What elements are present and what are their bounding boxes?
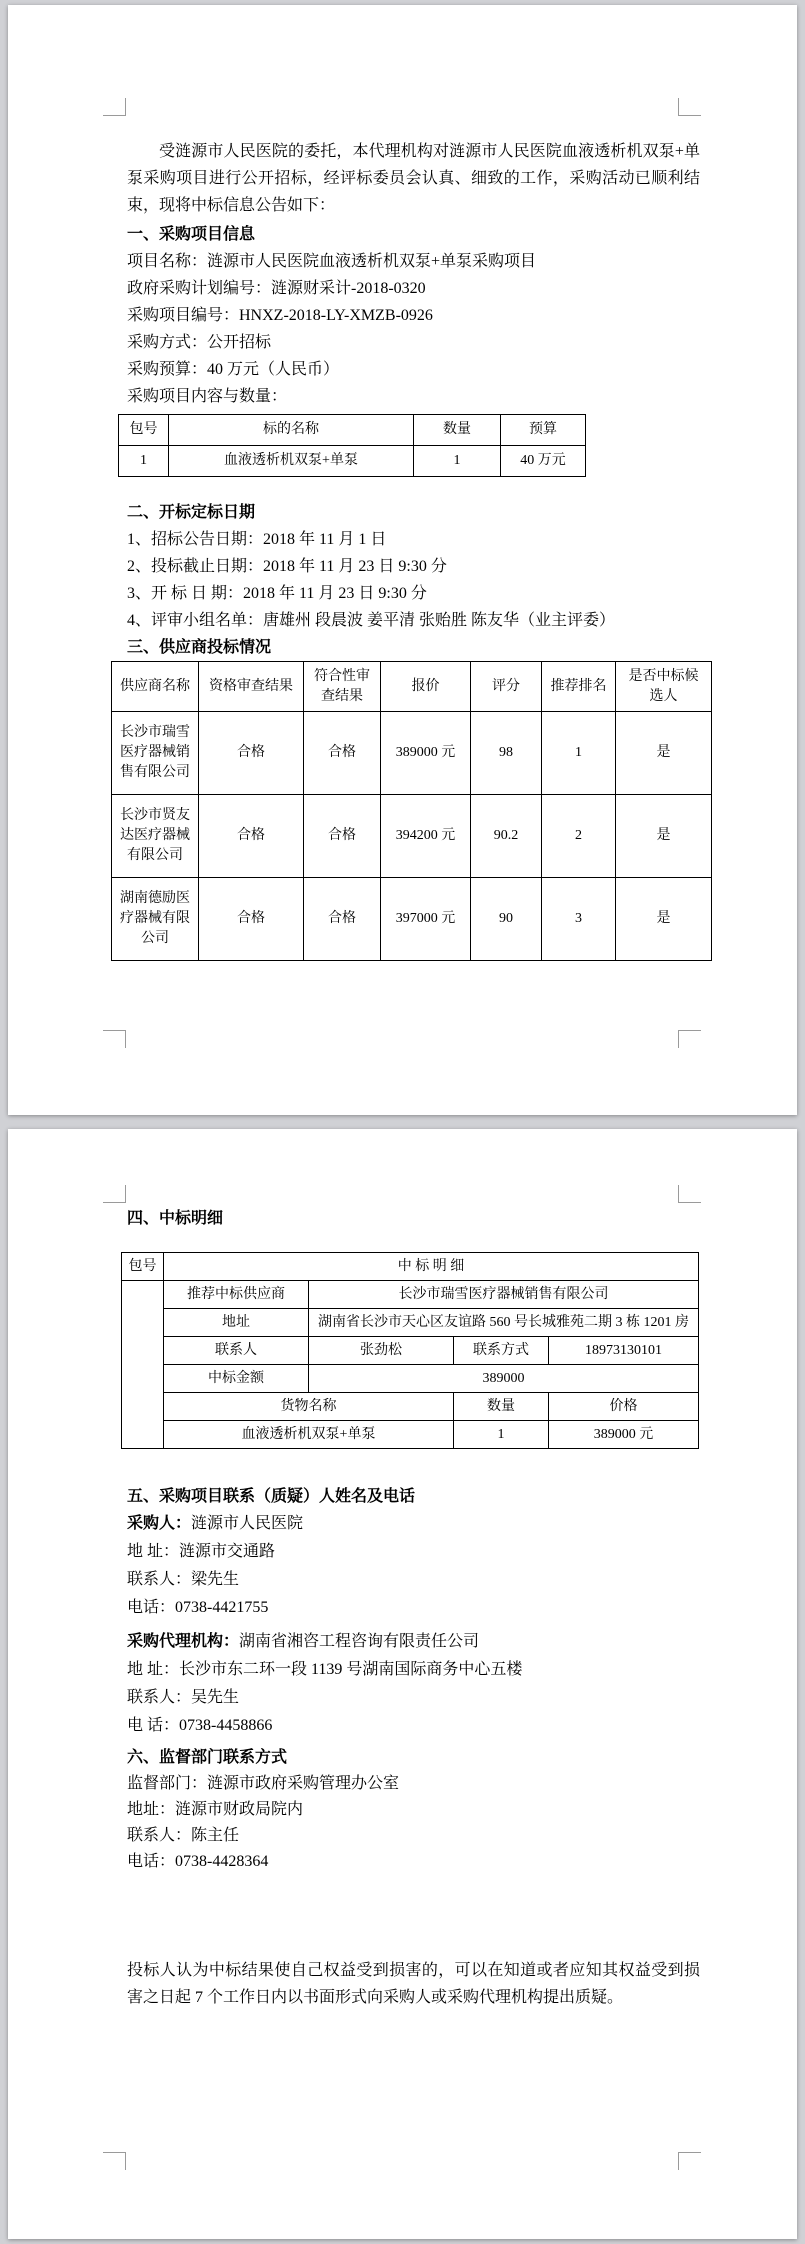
items-cell-qty: 1 — [414, 446, 501, 477]
supplier-3-rank: 3 — [542, 878, 616, 961]
supplier-2-candidate: 是 — [616, 795, 712, 878]
supplier-header-name: 供应商名称 — [112, 662, 199, 712]
section-5-heading: 五、采购项目联系（质疑）人姓名及电话 — [127, 1488, 416, 1505]
items-header-package: 包号 — [119, 415, 169, 446]
purchaser-contact-block — [127, 1510, 700, 1622]
award-price-value: 389000 元 — [549, 1421, 699, 1449]
purchaser-contact-label: 联系人： — [127, 1571, 192, 1588]
supplier-table — [111, 661, 712, 961]
supplier-3-conformity: 合格 — [304, 878, 381, 961]
supplier-header-conformity: 符合性审查结果 — [304, 662, 381, 712]
deadline-line: 2、投标截止日期：2018 年 11 月 23 日 9:30 分 — [127, 558, 447, 575]
agency-contact-line — [127, 1684, 700, 1712]
supplier-3-score: 90 — [471, 878, 542, 961]
agency-address-value: 长沙市东二环一段 1139 号湖南国际商务中心五楼 — [179, 1661, 523, 1678]
section-4-heading: 四、中标明细 — [127, 1210, 224, 1227]
section-6-heading: 六、监督部门联系方式 — [127, 1749, 288, 1766]
margin-mark-bottom-right — [678, 2152, 701, 2170]
supervision-contact-label: 联系人： — [127, 1827, 192, 1844]
award-phone-value: 18973130101 — [549, 1337, 699, 1365]
page-2 — [8, 1129, 797, 2239]
page-1 — [8, 5, 797, 1115]
award-baohao-header: 包号 — [122, 1253, 164, 1281]
margin-mark-top-left — [103, 98, 126, 116]
items-table-header-row — [119, 415, 586, 446]
agency-line — [127, 1628, 700, 1656]
supplier-1-qualification: 合格 — [199, 712, 304, 795]
purchaser-phone-label: 电话： — [127, 1599, 176, 1616]
supervision-dept-line — [127, 1771, 700, 1797]
margin-mark-bottom-right — [678, 1030, 701, 1048]
award-supplier-row — [122, 1281, 699, 1309]
supplier-1-conformity: 合格 — [304, 712, 381, 795]
items-cell-name: 血液透析机双泵+单泵 — [169, 446, 414, 477]
supplier-header-candidate: 是否中标候选人 — [616, 662, 712, 712]
supplier-header-rank: 推荐排名 — [542, 662, 616, 712]
supplier-1-name: 长沙市瑞雪医疗器械销售有限公司 — [112, 712, 199, 795]
agency-phone-line — [127, 1712, 700, 1740]
award-address-label: 地址 — [164, 1309, 309, 1337]
supplier-3-quote: 397000 元 — [381, 878, 471, 961]
award-amount-value: 389000 — [309, 1365, 699, 1393]
items-header-qty: 数量 — [414, 415, 501, 446]
purchaser-phone-line — [127, 1594, 700, 1622]
award-amount-label: 中标金额 — [164, 1365, 309, 1393]
supervision-contact-block — [127, 1771, 700, 1875]
supplier-1-candidate: 是 — [616, 712, 712, 795]
purchaser-line — [127, 1510, 700, 1538]
supervision-phone-value: 0738-4428364 — [175, 1853, 269, 1870]
content-quantity-line: 采购项目内容与数量： — [127, 388, 288, 405]
supervision-phone-line — [127, 1849, 700, 1875]
open-date-line: 3、开 标 日 期：2018 年 11 月 23 日 9:30 分 — [127, 585, 427, 602]
agency-value: 湖南省湘咨工程咨询有限责任公司 — [239, 1633, 480, 1650]
supplier-1-quote: 389000 元 — [381, 712, 471, 795]
award-supplier-label: 推荐中标供应商 — [164, 1281, 309, 1309]
supplier-2-score: 90.2 — [471, 795, 542, 878]
supervision-phone-label: 电话： — [127, 1853, 176, 1870]
award-qty-label: 数量 — [454, 1393, 549, 1421]
agency-address-label: 地 址： — [127, 1661, 180, 1678]
section-1-heading: 一、采购项目信息 — [127, 226, 256, 243]
award-detail-table — [121, 1252, 699, 1449]
award-qty-value: 1 — [454, 1421, 549, 1449]
items-cell-budget: 40 万元 — [501, 446, 586, 477]
award-price-label: 价格 — [549, 1393, 699, 1421]
items-table-row — [119, 446, 586, 477]
agency-address-line — [127, 1656, 700, 1684]
agency-contact-block — [127, 1628, 700, 1740]
procurement-method-line: 采购方式：公开招标 — [127, 334, 272, 351]
plan-number-line: 政府采购计划编号：涟源财采计-2018-0320 — [127, 280, 426, 297]
items-header-budget: 预算 — [501, 415, 586, 446]
supervision-address-value: 涟源市财政局院内 — [175, 1801, 304, 1818]
award-amount-row — [122, 1365, 699, 1393]
purchaser-label: 采购人： — [127, 1515, 192, 1532]
supervision-dept-value: 涟源市政府采购管理办公室 — [207, 1775, 400, 1792]
section-3-heading: 三、供应商投标情况 — [127, 639, 272, 656]
margin-mark-top-left — [103, 1185, 126, 1203]
award-title-row — [122, 1253, 699, 1281]
project-number-line: 采购项目编号：HNXZ-2018-LY-XMZB-0926 — [127, 307, 433, 324]
margin-mark-bottom-left — [103, 2152, 126, 2170]
award-contact-label: 联系人 — [164, 1337, 309, 1365]
supplier-header-score: 评分 — [471, 662, 542, 712]
supplier-3-qualification: 合格 — [199, 878, 304, 961]
agency-phone-value: 0738-4458866 — [179, 1717, 273, 1734]
agency-phone-label: 电 话： — [127, 1717, 180, 1734]
award-contact-row — [122, 1337, 699, 1365]
announce-date-line: 1、招标公告日期：2018 年 11 月 1 日 — [127, 531, 387, 548]
supervision-contact-line — [127, 1823, 700, 1849]
supplier-row-3 — [112, 878, 712, 961]
award-supplier-value: 长沙市瑞雪医疗器械销售有限公司 — [309, 1281, 699, 1309]
purchaser-value: 涟源市人民医院 — [191, 1515, 304, 1532]
objection-notice-paragraph: 投标人认为中标结果使自己权益受到损害的，可以在知道或者应知其权益受到损害之日起 7 个工作日内以书面形式向采购人或采购代理机构提出质疑。 — [127, 1962, 700, 2006]
section-2-heading: 二、开标定标日期 — [127, 504, 256, 521]
page-2-content — [127, 1129, 700, 2011]
award-address-value: 湖南省长沙市天心区友谊路 560 号长城雅苑二期 3 栋 1201 房 — [309, 1309, 699, 1337]
supplier-2-rank: 2 — [542, 795, 616, 878]
page-1-content — [120, 5, 700, 961]
review-panel-line: 4、评审小组名单：唐雄州 段晨波 姜平清 张贻胜 陈友华（业主评委） — [127, 612, 616, 629]
purchaser-address-value: 涟源市交通路 — [179, 1543, 276, 1560]
agency-contact-value: 吴先生 — [191, 1689, 240, 1706]
project-name-line: 项目名称：涟源市人民医院血液透析机双泵+单泵采购项目 — [127, 253, 537, 270]
supplier-2-qualification: 合格 — [199, 795, 304, 878]
agency-label: 采购代理机构： — [127, 1633, 240, 1650]
supervision-address-label: 地址： — [127, 1801, 176, 1818]
award-title-cell: 中 标 明 细 — [164, 1253, 699, 1281]
supplier-3-candidate: 是 — [616, 878, 712, 961]
purchaser-contact-value: 梁先生 — [191, 1571, 240, 1588]
items-table — [118, 414, 586, 477]
supervision-address-line — [127, 1797, 700, 1823]
supplier-table-header-row — [112, 662, 712, 712]
purchaser-address-line — [127, 1538, 700, 1566]
supplier-3-name: 湖南德励医疗器械有限公司 — [112, 878, 199, 961]
award-goods-header-row — [122, 1393, 699, 1421]
supplier-2-quote: 394200 元 — [381, 795, 471, 878]
award-goods-row — [122, 1421, 699, 1449]
award-phone-label: 联系方式 — [454, 1337, 549, 1365]
items-header-name: 标的名称 — [169, 415, 414, 446]
purchaser-contact-line — [127, 1566, 700, 1594]
supervision-dept-label: 监督部门： — [127, 1775, 208, 1792]
supplier-header-qualification: 资格审查结果 — [199, 662, 304, 712]
margin-mark-bottom-left — [103, 1030, 126, 1048]
supplier-2-name: 长沙市贤友达医疗器械有限公司 — [112, 795, 199, 878]
supervision-contact-value: 陈主任 — [191, 1827, 240, 1844]
award-goods-label: 货物名称 — [164, 1393, 454, 1421]
supplier-1-rank: 1 — [542, 712, 616, 795]
purchaser-address-label: 地 址： — [127, 1543, 180, 1560]
supplier-header-quote: 报价 — [381, 662, 471, 712]
award-goods-value: 血液透析机双泵+单泵 — [164, 1421, 454, 1449]
supplier-1-score: 98 — [471, 712, 542, 795]
supplier-row-2 — [112, 795, 712, 878]
supplier-row-1 — [112, 712, 712, 795]
intro-paragraph: 受涟源市人民医院的委托，本代理机构对涟源市人民医院血液透析机双泵+单泵采购项目进行公开招标，经评标委员会认真、细致的工作，采购活动已顺利结束，现将中标信息公告如下： — [127, 143, 700, 214]
budget-line: 采购预算：40 万元（人民币） — [127, 361, 340, 378]
supplier-2-conformity: 合格 — [304, 795, 381, 878]
award-address-row — [122, 1309, 699, 1337]
purchaser-phone-value: 0738-4421755 — [175, 1599, 269, 1616]
items-cell-package: 1 — [119, 446, 169, 477]
agency-contact-label: 联系人： — [127, 1689, 192, 1706]
award-baohao-cell — [122, 1281, 164, 1449]
award-contact-value: 张劲松 — [309, 1337, 454, 1365]
